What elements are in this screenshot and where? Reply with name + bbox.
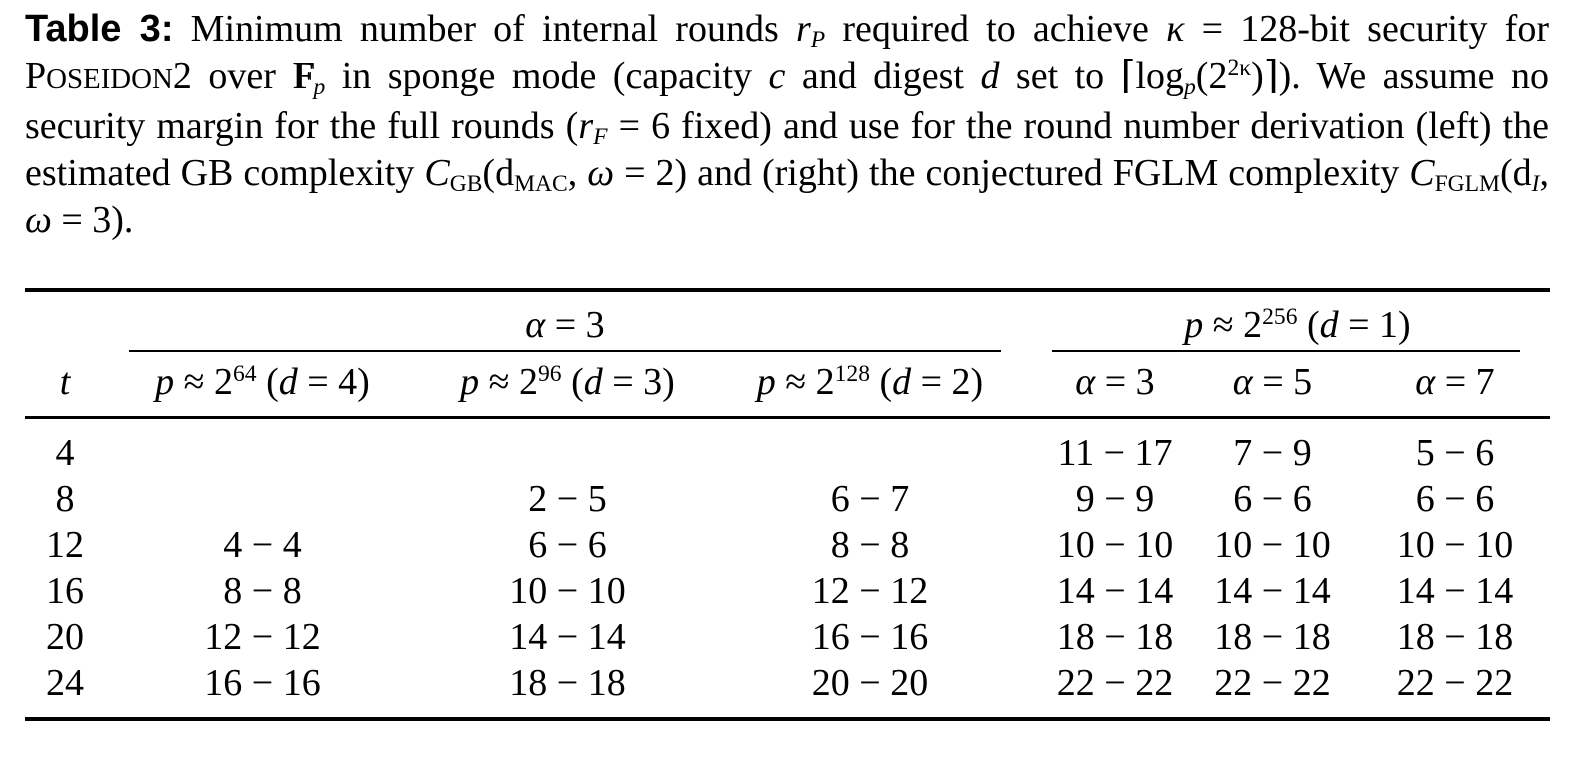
- table-cell: 10 − 10: [509, 570, 626, 612]
- group-right-label: $p \approx 2^{256}$ (d = 1): [1184, 304, 1411, 346]
- table-cell: 10 − 10: [1056, 524, 1174, 566]
- table-cell: 5 − 6: [1415, 432, 1495, 474]
- column-group-right: [1045, 292, 1550, 352]
- table-cell: [105, 476, 420, 522]
- row-label: 16: [46, 570, 84, 612]
- table-cell: 6 − 6: [528, 524, 607, 566]
- group-left-label: α = 3: [525, 304, 605, 346]
- table-cell: [420, 430, 715, 476]
- col-header-p96: $p \approx 2^{96}$ (d = 3): [460, 361, 675, 403]
- table-cell: 4 − 4: [223, 524, 302, 566]
- table-cell: 8 − 8: [223, 570, 302, 612]
- row-label: 8: [55, 478, 75, 520]
- table-cell: 6 − 6: [1233, 478, 1312, 520]
- table-cell: 7 − 9: [1233, 432, 1312, 474]
- table-cell: 20 − 20: [811, 662, 929, 704]
- table-cell: 11 − 17: [1057, 432, 1173, 474]
- table-cell: 18 − 18: [509, 662, 626, 704]
- column-gap: [1025, 352, 1045, 416]
- table-grid: [25, 288, 1550, 721]
- table-cell: 10 − 10: [1396, 524, 1514, 566]
- col-header-t: t: [59, 361, 71, 403]
- table-cell: 14 − 14: [1214, 570, 1331, 612]
- table-cell: 9 − 9: [1075, 478, 1155, 520]
- table-cell: 22 − 22: [1214, 662, 1331, 704]
- table-cell: 22 − 22: [1056, 662, 1174, 704]
- table-cell: 18 − 18: [1056, 616, 1174, 658]
- row-label: 12: [46, 524, 84, 566]
- col-header-alpha3: α = 3: [1075, 361, 1155, 403]
- table-cell: 8 − 8: [830, 524, 910, 566]
- results-table: [25, 288, 1550, 721]
- table-cell: 12 − 12: [811, 570, 929, 612]
- table-cell: 14 − 14: [509, 616, 626, 658]
- col-header-alpha7: α = 7: [1415, 361, 1495, 403]
- column-group-left: [105, 292, 1025, 352]
- table-padding-top: [25, 419, 1550, 430]
- row-label: 20: [46, 616, 84, 658]
- rule-bottom: [25, 717, 1550, 721]
- column-gap: [1025, 568, 1045, 614]
- table-cell: 18 − 18: [1396, 616, 1514, 658]
- table-cell: 12 − 12: [204, 616, 321, 658]
- table-cell: [715, 430, 1025, 476]
- table-cell: [105, 430, 420, 476]
- table-cell: 10 − 10: [1214, 524, 1331, 566]
- table-cell: 16 − 16: [811, 616, 929, 658]
- col-header-p64: $p \approx 2^{64}$ (d = 4): [155, 361, 370, 403]
- table-cell: 22 − 22: [1396, 662, 1514, 704]
- table-cell: 2 − 5: [528, 478, 607, 520]
- table-caption: Table 3: Minimum number of internal rounds rP required to achieve κ = 128-bit security for POSEIDON2 over Fp in sponge mode (capacity c and digest d set to $⌈\log p(2^{2\kappa})⌉$). We assume no security margin for the full rounds (rF = 6 fixed) and use for the round number derivation (left) the estimated GB complexity CGB(dMAC, ω = 2) and (right) the conjectured FGLM complexity CFGLM(dI, ω = 3).: [25, 8, 1550, 241]
- table-cell: 6 − 6: [1415, 478, 1495, 520]
- column-gap: [1025, 614, 1045, 660]
- table-padding-bottom: [25, 706, 1550, 717]
- table-cell: 6 − 7: [830, 478, 910, 520]
- table-cell: 18 − 18: [1214, 616, 1331, 658]
- column-gap: [1025, 430, 1045, 476]
- table-cell: 14 − 14: [1396, 570, 1514, 612]
- row-label: 24: [46, 662, 84, 704]
- table-cell: 14 − 14: [1056, 570, 1174, 612]
- col-header-p128: $p \approx 2^{128}$ (d = 2): [756, 361, 984, 403]
- column-gap: [1025, 476, 1045, 522]
- table-cell: 16 − 16: [204, 662, 321, 704]
- column-gap: [1025, 660, 1045, 706]
- column-gap: [1025, 522, 1045, 568]
- col-header-alpha5: α = 5: [1232, 361, 1313, 403]
- row-label: 4: [55, 432, 75, 474]
